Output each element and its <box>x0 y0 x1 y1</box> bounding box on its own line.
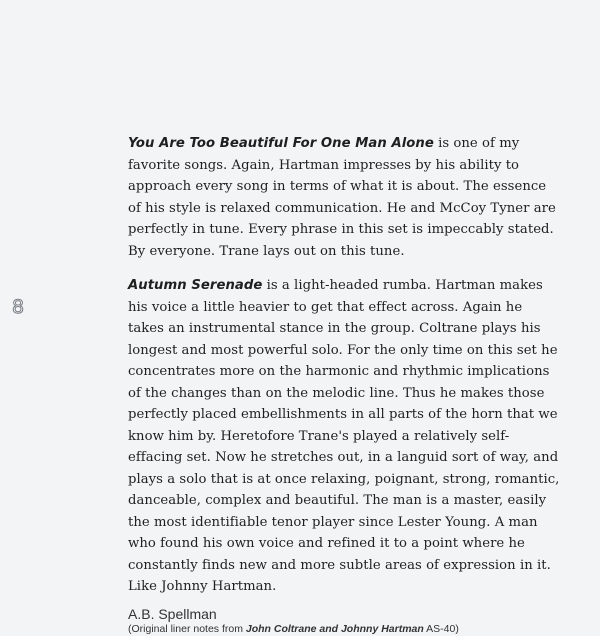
paragraph-you-are-too-beautiful <box>128 133 560 262</box>
album-title: John Coltrane and Johnny Hartman <box>245 622 424 635</box>
page-number: 8 <box>12 296 25 318</box>
song-title: Autumn Serenade <box>128 278 263 293</box>
source-suffix: AS-40) <box>423 622 459 635</box>
author-credit: A.B. Spellman <box>128 605 217 622</box>
source-prefix: (Original liner notes from <box>128 622 246 635</box>
paragraph-text: is one of my favorite songs. Again, Hartman impresses by his ability to approach every song in terms of what it is about. The essence of his style is relaxed communication. He and McCoy Tyner are perfectly in tune. Every phrase in this set is impeccably stated. By everyone. Trane lays out on this tune. <box>128 136 556 259</box>
paragraph-text: is a light-headed rumba. Hartman makes his voice a little heavier to get that effect across. Again he takes an instrumental stance in the group. Coltrane plays his longest and most powerful solo. For the only time on this set he concentrates more on the harmonic and rhythmic implications of the changes than on the melodic line. Thus he makes those perfectly placed embellishments in all parts of the horn that we know him by. Heretofore Trane's played a relatively self-effacing set. Now he stretches out, in a languid sort of way, and plays a solo that is at once relaxing, poignant, strong, romantic, danceable, complex and beautiful. The man is a master, easily the most identifiable tenor player since Lester Young. A man who found his own voice and refined it to a point where he constantly finds new and more subtle areas of expression in it. Like Johnny Hartman. <box>128 278 560 594</box>
song-title: You Are Too Beautiful For One Man Alone <box>128 136 434 151</box>
source-note <box>128 623 560 636</box>
paragraph-autumn-serenade <box>128 275 560 598</box>
liner-notes-body <box>128 133 560 636</box>
